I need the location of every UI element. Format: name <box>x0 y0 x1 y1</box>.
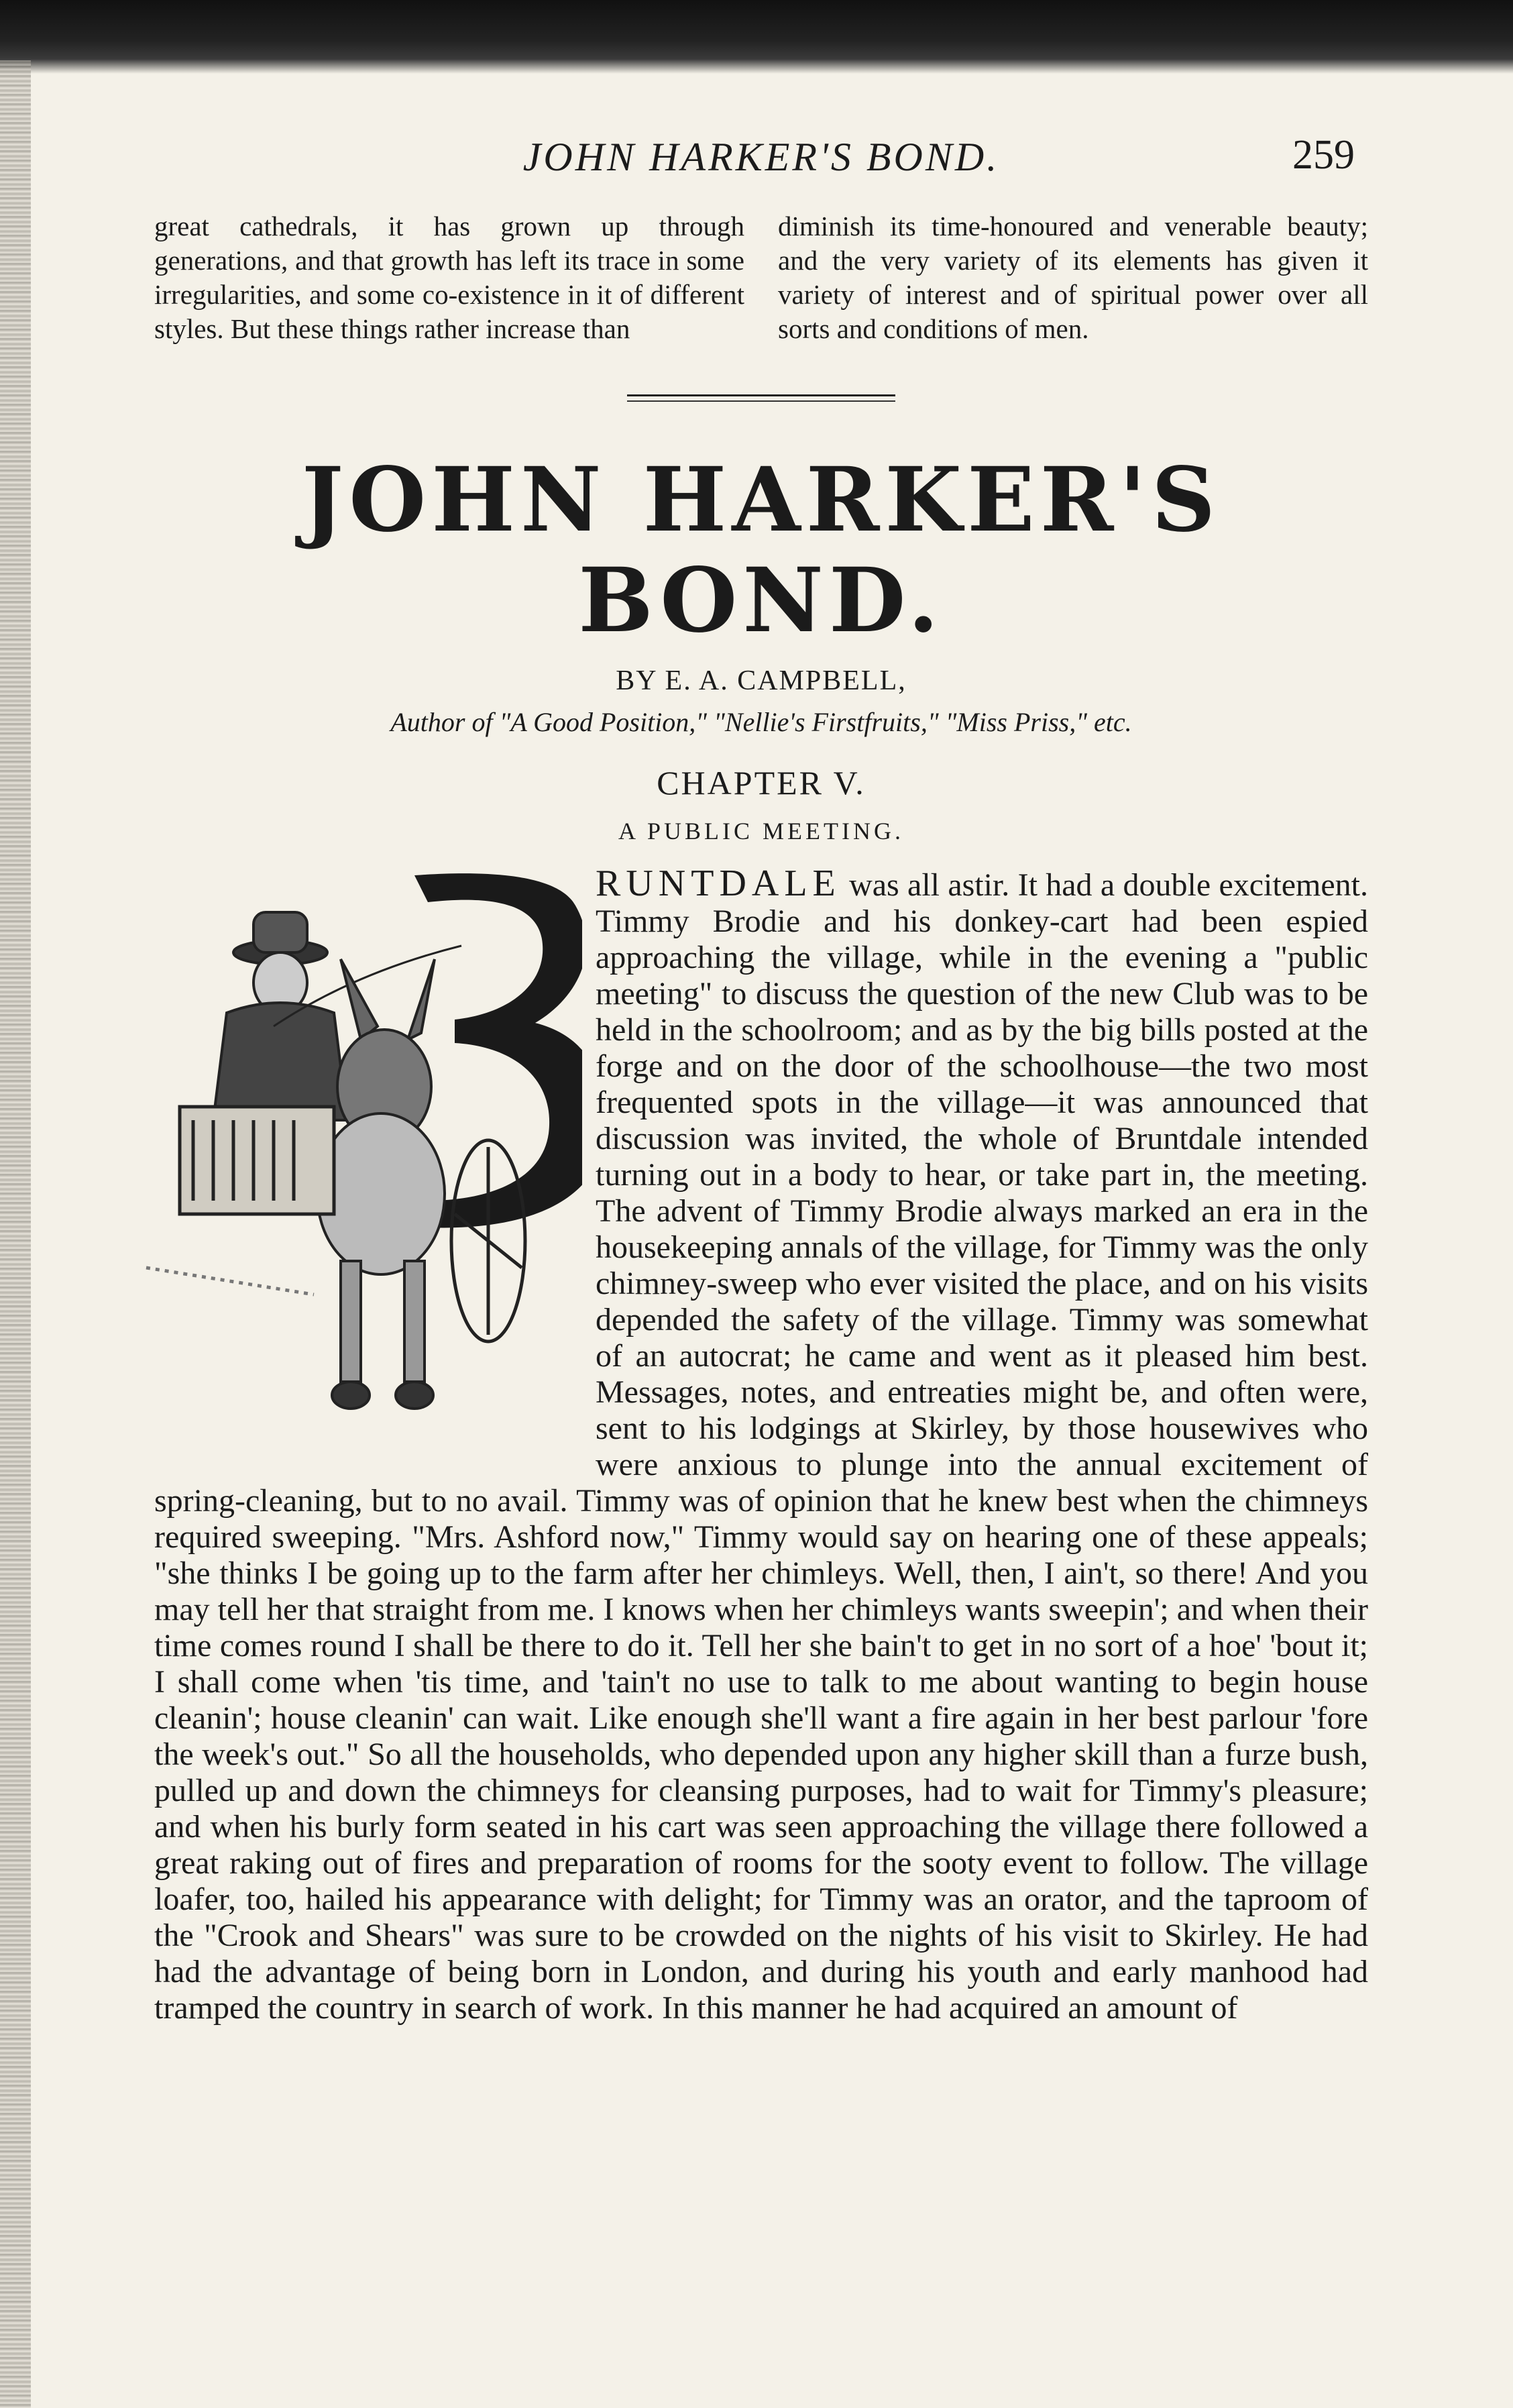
author-credits: Author of "A Good Position," "Nellie's Firstfruits," "Miss Priss," etc. <box>390 707 1132 737</box>
book-page <box>154 127 1368 2026</box>
scan-top-band <box>0 0 1513 74</box>
scan-left-edge <box>0 60 31 2408</box>
previous-article-end <box>154 209 1368 346</box>
story-title: JOHN HARKER'S BOND. <box>301 448 1221 653</box>
right-column-text: diminish its time-honoured and venerable beauty; and the very variety of its elements has given it variety of interest and of spiritual power over all sorts and conditions of men. <box>778 211 1368 344</box>
running-head-title: JOHN HARKER'S BOND. <box>522 135 1000 179</box>
byline: BY E. A. CAMPBELL, <box>616 665 907 696</box>
page-number: 259 <box>1292 132 1355 178</box>
donkey-cart-illustration <box>139 865 582 1476</box>
left-column-text: great cathedrals, it has grown up through generations, and that growth has left its trace in some irregularities, and some co-existence in it of different styles. But these things rather increase than <box>154 211 744 344</box>
section-divider <box>154 393 1368 413</box>
story-body <box>154 865 1368 2026</box>
chapter-subtitle: A PUBLIC MEETING. <box>618 818 904 844</box>
dropcap-letters: RUNTDALE <box>596 863 841 904</box>
story-paragraph-text: was all astir. It had a double excitement. Timmy Brodie and his donkey-cart had been espied approaching the village, while in the evening a "public meeting" to discuss the question of the new Club was to be held in the schoolroom; and as by the big bills posted at the forge and on the door of the schoolhouse—the two most frequented spots in the village—it was announced that discussion was invited, the whole of Bruntdale intended turning out in a body to hear, or take part in, the meeting. The advent of Timmy Brodie always marked an era in the housekeeping annals of the village, for Timmy was the only chimney-sweep who ever visited the place, and on his visits depended the safety of the village. Timmy was somewhat of an autocrat; he came and went as it pleased him best. Messages, notes, and entreaties might be, and often were, sent to his lodgings at Skirley, by those housewives who were anxious to plunge into the annual excitement of spring-cleaning, but to no avail. Timmy was of opinion that he knew best when the chimneys required sweeping. "Mrs. Ashford now," Timmy would say on hearing one of these appeals; "she thinks I be going up to the farm after her chimleys. Well, then, I ain't, so there! And you may tell her that straight from me. I knows when her chimleys wants sweepin'; and when their time comes round I shall be there to do it. Tell her she bain't to get in no sort of a hoe' 'bout it; I shall come when 'tis time, and 'tain't no use to talk to me about wanting to begin house cleanin'; house cleanin' can wait. Like enough she'll want a fire again in her best parlour 'fore the week's out." So all the households, who depended upon any higher skill than a furze bush, pulled up and down the chimneys for cleansing purposes, had to wait for Timmy's pleasure; and when his burly form seated in his cart was seen approaching the village there followed a great raking out of fires and preparation of rooms for the sooty event to follow. The village loafer, too, hailed his appearance with delight; for Timmy was an orator, and the taproom of the "Crook and Shears" was sure to be crowded on the nights of his visit to Skirley. He had had the advantage of being born in London, and during his youth and early manhood had tramped the country in search of work. In this manner he had acquired an amount of <box>154 867 1368 2026</box>
chapter-heading: CHAPTER V. <box>657 764 866 802</box>
running-head <box>154 127 1368 201</box>
